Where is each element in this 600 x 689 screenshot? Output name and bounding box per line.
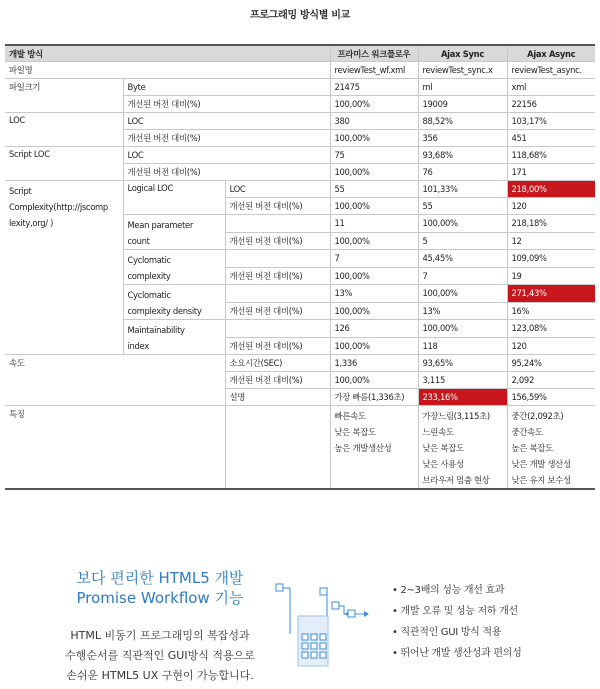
group-label-maintainability-index [123,320,225,355]
table-cell: 95,24% [507,355,595,372]
feature-item: 낮은 복잡도 [422,443,464,453]
row-label-features: 특징 [5,406,225,490]
metric-label [225,250,330,268]
table-cell: 100,00% [330,164,418,181]
table-cell: 100,00% [330,198,418,215]
header-ajax-sync: Ajax Sync [418,45,507,62]
feature-bullet-text: 뛰어난 개발 생산성과 편의성 [400,648,522,659]
table-cell: 100,00% [330,372,418,389]
metric-label: 개선된 버전 대비(%) [123,164,330,181]
table-cell: 7 [330,250,418,268]
metric-label: 개선된 버전 대비(%) [225,198,330,215]
feature-bullet: • 개발 오류 및 성능 저하 개선 [392,606,518,617]
label-line: Script [9,186,32,196]
promo-section [0,560,600,689]
group-label-line: complexity density [127,306,202,316]
table-cell: 100,00% [330,96,418,113]
group-label-cyclomatic-complexity [123,250,225,285]
feature-item: 브라우저 멈춤 현상 [422,475,490,485]
feature-bullet: • 직관적인 GUI 방식 적용 [392,627,502,638]
promo-description [30,626,290,686]
table-cell: 120 [507,198,595,215]
row-label-script-loc: Script LOC [5,147,123,181]
row-label-file-size: 파일크기 [5,79,123,113]
table-row [5,62,595,79]
table-cell: 100,00% [418,320,507,338]
promo-headline-line: Promise Workflow 기능 [76,589,244,607]
group-label-line: complexity [127,271,171,281]
table-cell: 218,18% [507,215,595,233]
group-label-cyclomatic-complexity-density [123,285,225,320]
table-cell [225,406,330,490]
group-label-mean-parameter-count [123,215,225,250]
feature-bullet-list [392,580,521,664]
feature-item: 중간속도 [511,427,543,437]
table-cell: 109,09% [507,250,595,268]
metric-label: LOC [123,147,330,164]
table-cell: 2,092 [507,372,595,389]
metric-label: 개선된 버전 대비(%) [225,232,330,250]
table-cell: 88,52% [418,113,507,130]
table-cell: 100,00% [330,130,418,147]
feature-item: 낮은 사용성 [422,459,464,469]
table-cell: 93,68% [418,147,507,164]
metric-label: 개선된 버전 대비(%) [123,96,330,113]
group-label-line: Cyclomatic [127,290,171,300]
feature-item: 중간(2,092초) [511,411,564,421]
metric-label: 개선된 버전 대비(%) [225,372,330,389]
table-row [5,355,595,372]
table-cell: 가장 빠름(1,336초) [330,389,418,406]
metric-label: 설명 [225,389,330,406]
table-cell: 1,336 [330,355,418,372]
table-row [5,79,595,96]
metric-label: 개선된 버전 대비(%) [225,337,330,355]
table-cell: 100,00% [330,232,418,250]
table-cell: 19009 [418,96,507,113]
label-line: Complexity(http://jscomp [9,202,108,212]
label-line: lexity,org/ ) [9,218,54,228]
row-label-file-name: 파일명 [5,62,330,79]
table-cell: 13% [418,302,507,320]
group-label-line: Mean parameter [127,220,193,230]
feature-item: 높은 복잡도 [511,443,553,453]
header-promise-workflow: 프라미스 워크플로우 [330,45,418,62]
table-cell: reviewTest_sync.x [418,62,507,79]
promo-headline [40,568,280,608]
group-label-line: Maintainability [127,325,185,335]
table-cell: 123,08% [507,320,595,338]
metric-label: 개선된 버전 대비(%) [225,302,330,320]
table-cell: reviewTest_async. [507,62,595,79]
comparison-table [5,44,595,490]
table-cell: 100,00% [330,267,418,285]
table-cell: 7 [418,267,507,285]
table-cell: 118,68% [507,147,595,164]
table-row [5,147,595,164]
table-cell: 5 [418,232,507,250]
features-promise-workflow [330,406,418,490]
table-cell: 380 [330,113,418,130]
row-label-speed: 속도 [5,355,225,406]
table-cell: 103,17% [507,113,595,130]
highlighted-cell: 218,00% [507,181,595,198]
promo-description-line: HTML 비동기 프로그래밍의 복잡성과 [70,629,250,642]
page-title: 프로그래밍 방식별 비교 [250,10,350,21]
feature-bullet: • 뛰어난 개발 생산성과 편의성 [392,648,522,659]
group-label-line: count [127,236,150,246]
feature-item: 낮은 유지 보수성 [511,475,571,485]
table-cell: 19 [507,267,595,285]
feature-item: 낮은 복잡도 [334,427,376,437]
promo-headline-line: 보다 편리한 HTML5 개발 [76,569,244,587]
table-row [5,113,595,130]
table-cell: 55 [418,198,507,215]
feature-item: 느린속도 [422,427,454,437]
table-row [5,406,595,490]
header-ajax-async: Ajax Async [507,45,595,62]
table-cell: 3,115 [418,372,507,389]
feature-item: 높은 개발생산성 [334,443,392,453]
table-row [5,181,595,198]
table-cell: 13% [330,285,418,303]
features-ajax-sync [418,406,507,490]
metric-label [225,285,330,303]
table-cell: 451 [507,130,595,147]
table-cell: reviewTest_wf.xml [330,62,418,79]
metric-label: 소요시간(SEC) [225,355,330,372]
promo-description-line: 수행순서를 직관적인 GUI방식 적용으로 [65,649,255,662]
feature-item: 가장느림(3,115초) [422,411,490,421]
table-cell: 93,65% [418,355,507,372]
group-label-line: index [127,341,149,351]
table-cell: 11 [330,215,418,233]
group-label-line: Cyclomatic [127,255,171,265]
table-header-row [5,45,595,62]
row-label-loc: LOC [5,113,123,147]
table-cell: 100,00% [330,302,418,320]
promo-description-line: 손쉬운 HTML5 UX 구현이 가능합니다. [66,669,254,682]
metric-label: Byte [123,79,330,96]
table-cell: 12 [507,232,595,250]
metric-label [225,320,330,338]
table-cell: ml [418,79,507,96]
table-cell: 171 [507,164,595,181]
metric-label: LOC [123,113,330,130]
table-cell: 75 [330,147,418,164]
table-cell: 45,45% [418,250,507,268]
metric-label: LOC [225,181,330,198]
table-cell: 356 [418,130,507,147]
header-dev-method: 개발 방식 [5,45,330,62]
feature-bullet-text: 직관적인 GUI 방식 적용 [400,627,502,638]
highlighted-cell: 233,16% [418,389,507,406]
metric-label: 개선된 버전 대비(%) [225,267,330,285]
feature-item: 낮은 개발 생산성 [511,459,571,469]
highlighted-cell: 271,43% [507,285,595,303]
table-cell: 76 [418,164,507,181]
table-cell: 118 [418,337,507,355]
metric-label: 개선된 버전 대비(%) [123,130,330,147]
table-cell: 16% [507,302,595,320]
table-cell: 100,00% [418,285,507,303]
table-cell: 101,33% [418,181,507,198]
table-cell: 22156 [507,96,595,113]
feature-bullet-text: 개발 오류 및 성능 저하 개선 [400,606,518,617]
feature-bullet-text: 2~3배의 성능 개선 효과 [400,585,505,596]
table-cell: 55 [330,181,418,198]
row-label-script-complexity [5,181,123,355]
feature-bullet: • 2~3배의 성능 개선 효과 [392,585,505,596]
table-cell: 120 [507,337,595,355]
table-cell: xml [507,79,595,96]
table-cell: 21475 [330,79,418,96]
workflow-diagram-icon [268,574,378,674]
table-cell: 100,00% [330,337,418,355]
metric-label [225,215,330,233]
table-cell: 100,00% [418,215,507,233]
group-label-logical-loc: Logical LOC [123,181,225,215]
table-cell: 126 [330,320,418,338]
table-cell: 156,59% [507,389,595,406]
feature-item: 빠른속도 [334,411,366,421]
features-ajax-async [507,406,595,490]
